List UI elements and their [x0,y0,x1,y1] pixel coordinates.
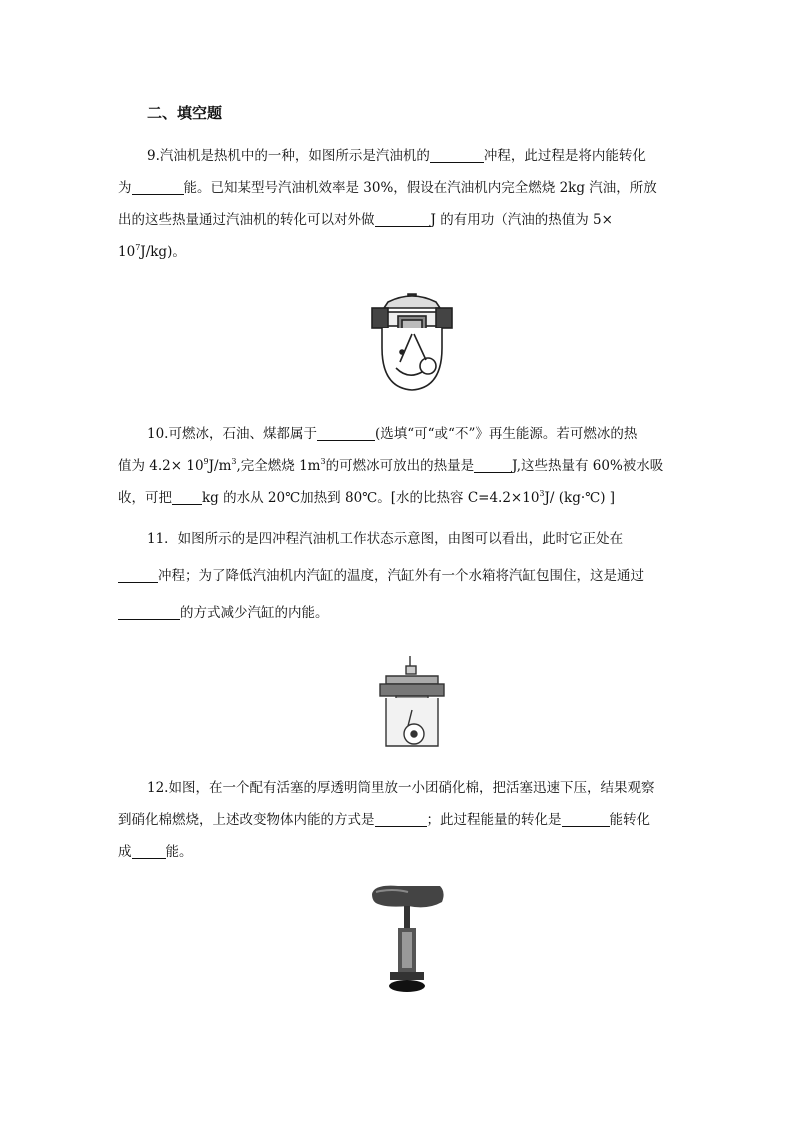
question-10 [118,418,678,514]
q9-line-1: 9.汽油机是热机中的一种，如图所示是汽油机的 冲程，此过程是将内能转化 [118,140,678,172]
q10-line-3: 收，可把 kg 的水从 20℃加热到 80℃。[水的比热容 $C=4.2\times 10^3J/$ (kg·℃) ] [118,482,678,514]
q12-line-1: 12.如图，在一个配有活塞的厚透明筒里放一小团硝化棉，把活塞迅速下压，结果观察 [147,780,655,796]
answer-blank[interactable] [474,454,512,473]
q10-line-2: 值为 $4.2\times 10^9J/m^3$,完全燃烧 $1m^3$的可燃冰可放出的热量是 J,这些热量有 60%被水吸 [118,450,678,482]
answer-blank[interactable] [562,808,610,827]
q11-line-3: 的方式减少汽缸的内能。 [118,597,678,629]
q12-line-3: 成 能。 [118,836,678,868]
answer-blank[interactable] [430,144,484,163]
q12-line-2: 到硝化棉燃烧，上述改变物体内能的方式是 ；此过程能量的转化是 能转化 [118,804,678,836]
question-9 [118,140,678,268]
q11-line-2: 冲程；为了降低汽油机内汽缸的温度，汽缸外有一个水箱将汽缸包围住，这是通过 [118,560,678,592]
answer-blank[interactable] [118,564,158,583]
answer-blank[interactable] [172,486,202,505]
q9-line-4: $10^7J/kg$)。 [118,243,186,260]
section-title: 二、填空题 [147,104,223,122]
q11-line-1: 11．如图所示的是四冲程汽油机工作状态示意图，由图可以看出，此时它正处在 [147,531,624,547]
q9-line-3: 出的这些热量通过汽油机的转化可以对外做 J 的有用功（汽油的热值为 5× [118,204,678,236]
answer-blank[interactable] [375,208,431,227]
engine-figure-2 [376,654,448,754]
answer-blank[interactable] [132,176,184,195]
answer-blank[interactable] [132,840,166,859]
answer-blank[interactable] [317,422,375,441]
question-12 [118,772,678,868]
question-11 [118,523,678,629]
answer-blank[interactable] [118,601,180,620]
q10-line-1: 10.可燃冰，石油、煤都属于 (选填“可“或“不”》再生能源。若可燃冰的热 [118,418,678,450]
engine-figure-1 [368,288,456,396]
piston-hand-figure [368,880,448,996]
q9-line-2: 为 能。已知某型号汽油机效率是 30%，假设在汽油机内完全燃烧 2kg 汽油，所放 [118,172,678,204]
answer-blank[interactable] [375,808,427,827]
